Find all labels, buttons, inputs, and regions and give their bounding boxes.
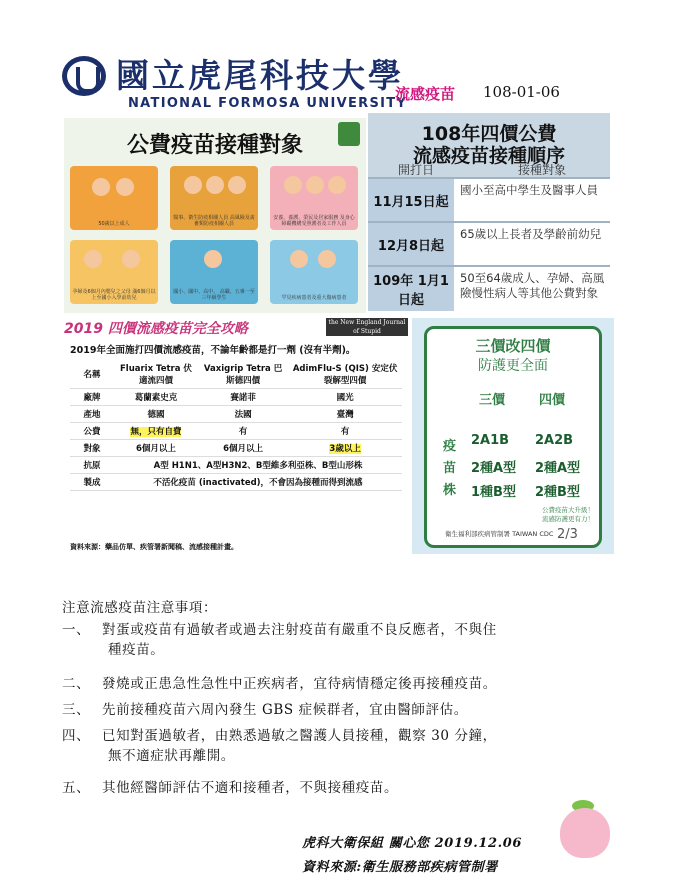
notice-item: 二、 發燒或正患急性急性中正疾病者，宜待病情穩定後再接種疫苗。 (62, 676, 497, 692)
cdc-logo-icon (338, 122, 360, 146)
switch-subtitle: 防護更全面 (478, 358, 548, 374)
document-title: 流感疫苗 (395, 85, 456, 103)
target-tile: 50歲以上成人 (70, 166, 158, 230)
switch-org: 衛生福利部疾病管制署 TAIWAN CDC (445, 530, 554, 538)
table-row: 廠牌 葛蘭素史克 賽諾菲 國光 (70, 389, 402, 406)
notice-item: 一、 對蛋或疫苗有過敏者或過去注射疫苗有嚴重不良反應者，不與住 種疫苗。 (62, 622, 497, 658)
table-row: 產地 德國 法國 臺灣 (70, 406, 402, 423)
col-four: 四價 (539, 393, 566, 408)
table-row: 製成 不活化疫苗 (inactivated)，不會因為接種而得到流感 (70, 474, 402, 491)
university-name-zh: 國立虎尾科技大學 (116, 56, 404, 95)
compare-badge: the New England Journal of Stupid (326, 318, 408, 336)
target-tile: 罕見疾病患者及重大傷病患者 (270, 240, 358, 304)
compare-subtitle: 2019年全面施打四價流感疫苗，不論年齡都是打一劑 (沒有半劑)。 (70, 345, 356, 356)
notice-heading: 注意流感疫苗注意事項： (62, 600, 218, 616)
document-date: 108-01-06 (483, 83, 560, 101)
schedule-title-line2: 流感疫苗接種順序 (412, 145, 565, 167)
schedule-row: 109年 1月1日起 50至64歲成人、孕婦、高風險慢性病人等其他公費對象 (368, 265, 610, 311)
switch-page: 2/3 (557, 527, 578, 542)
table-row: 名稱 Fluarix Tetra 伏適流四價 Vaxigrip Tetra 巴斯德四價 AdimFlu-S (QIS) 安定伏裂解型四價 (70, 360, 402, 389)
four-cell: 2A2B (535, 433, 574, 448)
schedule-row: 12月8日起 65歲以上長者及學齡前幼兒 (368, 221, 610, 265)
notice-item: 五、 其他經醫師評估不適和接種者，不與接種疫苗。 (62, 780, 399, 796)
schedule-title-line1: 108年四價公費 (421, 123, 557, 145)
target-tile: 孕婦及6個月內嬰兒之父母 滿6個月以上至國小入學前幼兒 (70, 240, 158, 304)
compare-title: 2019 四價流感疫苗完全攻略 (64, 321, 248, 337)
university-logo-icon (62, 56, 106, 96)
switch-note: 公費疫苗大升級！流感防護更有力！ (542, 506, 594, 523)
four-cell: 2種B型 (535, 485, 580, 500)
col-three: 三價 (479, 393, 506, 408)
table-row: 對象 6個月以上 6個月以上 3歲以上 (70, 440, 402, 457)
footer-line2: 資料來源:衛生服務部疾病管制署 (302, 860, 498, 875)
three-to-four-panel: 三價改四價 防護更全面 三價 四價 疫 苗 株 2A1B 2種A型 1種B型 2A2B 2種A型 2種B型 公費疫苗大升級！流感防護更有力！ 衛生福利部疾病管制署 TAIWAN CDC 2/3 (412, 318, 614, 554)
target-tile: 國小、國中、高中、 高職、五專一至三年級學生 (170, 240, 258, 304)
compare-source: 資料來源：藥品仿單、疾管署新聞稿、流感接種計畫。 (70, 543, 238, 551)
schedule-panel (368, 113, 610, 309)
schedule-row: 11月15日起 國小至高中學生及醫事人員 (368, 177, 610, 221)
three-cell: 2A1B (471, 433, 510, 448)
target-tile: 安養、養護、榮民及居家服務 及身心障礙機構受照護者及工作人員 (270, 166, 358, 230)
three-cell: 1種B型 (471, 485, 516, 500)
switch-title: 三價改四價 (475, 337, 551, 355)
table-row: 抗原 A型 H1N1、A型H3N2、B型維多利亞株、B型山形株 (70, 457, 402, 474)
compare-table (70, 360, 402, 491)
target-groups-title: 公費疫苗接種對象 (126, 133, 303, 158)
footer-line1: 虎科大衛保組 關心您 2019.12.06 (302, 836, 523, 851)
target-tile: 醫事、衛生防疫相關人員 高風險及禽畜類防疫相關人員 (170, 166, 258, 230)
schedule-col-date: 開打日 (398, 163, 435, 177)
four-cell: 2種A型 (535, 461, 581, 476)
vaccine-compare-panel (64, 318, 408, 554)
target-groups-panel (64, 118, 366, 313)
table-row: 公費 無，只有自費 有 有 (70, 423, 402, 440)
mascot-icon (560, 808, 610, 858)
notice-item: 三、 先前接種疫苗六周內發生 GBS 症候群者，宜由醫師評估。 (62, 702, 468, 718)
university-name-en: NATIONAL FORMOSA UNIVERSITY (128, 96, 408, 111)
three-cell: 2種A型 (471, 461, 517, 476)
notice-item: 四、 已知對蛋過敏者，由熟悉過敏之醫護人員接種，觀察 30 分鐘， 無不適症狀再離開。 (62, 728, 497, 764)
schedule-col-target: 接種對象 (518, 163, 567, 177)
